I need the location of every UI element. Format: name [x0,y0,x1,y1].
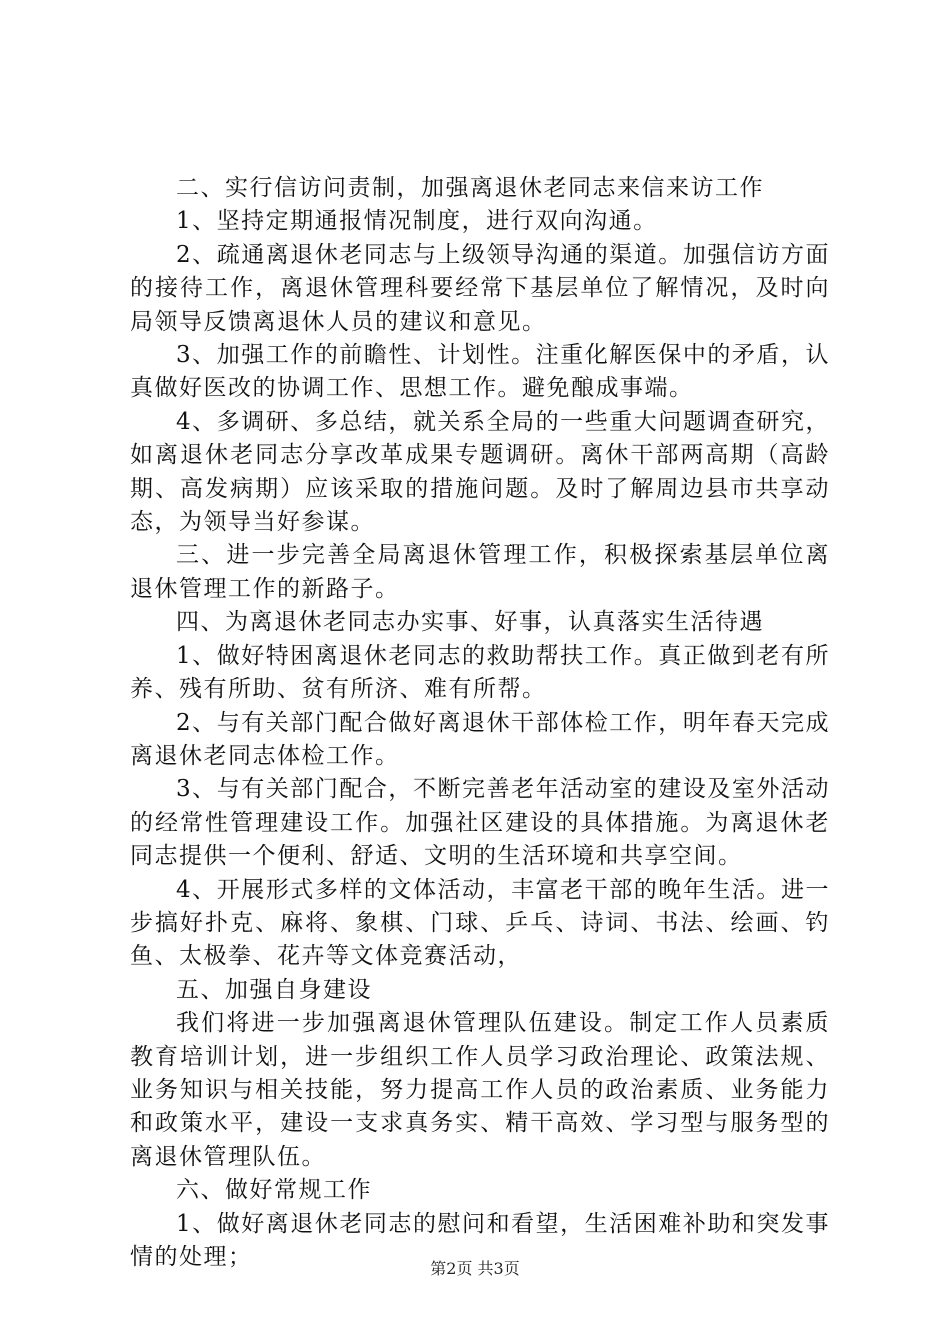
page-number-label: 第2页 共3页 [430,1259,520,1278]
paragraph-2-2: 2、疏通离退休老同志与上级领导沟通的渠道。加强信访方面的接待工作，离退休管理科要经常下基层单位了解情况，及时向局领导反馈离退休人员的建议和意见。 [130,241,830,335]
paragraph-4-2: 2、与有关部门配合做好离退休干部体检工作，明年春天完成离退休老同志体检工作。 [130,709,830,769]
paragraph-section-5-heading: 五、加强自身建设 [176,976,372,1003]
paragraph-section-6-heading: 六、做好常规工作 [176,1177,372,1204]
page-footer [0,1256,950,1279]
paragraph-4-3: 3、与有关部门配合，不断完善老年活动室的建设及室外活动的经常性管理建设工作。加强社区建设的具体措施。为离退休老同志提供一个便利、舒适、文明的生活环境和共享空间。 [130,776,830,870]
paragraph-section-4-heading: 四、为离退休老同志办实事、好事，认真落实生活待遇 [176,609,764,636]
paragraph-2-1: 1、坚持定期通报情况制度，进行双向沟通。 [176,208,658,235]
paragraph-section-2-heading: 二、实行信访问责制，加强离退休老同志来信来访工作 [176,175,764,201]
paragraph-section-3: 三、进一步完善全局离退休管理工作，积极探索基层单位离退休管理工作的新路子。 [130,542,830,602]
paragraph-2-3: 3、加强工作的前瞻性、计划性。注重化解医保中的矛盾，认真做好医改的协调工作、思想工作。避免酿成事端。 [130,342,830,402]
document-body [130,172,830,1274]
paragraph-2-4: 4、多调研、多总结，就关系全局的一些重大问题调查研究，如离退休老同志分享改革成果专题调研。离休干部两高期（高龄期、高发病期）应该采取的措施问题。及时了解周边县市共享动态，为领导当好参谋。 [130,408,830,536]
paragraph-5-body: 我们将进一步加强离退休管理队伍建设。制定工作人员素质教育培训计划，进一步组织工作人员学习政治理论、政策法规、业务知识与相关技能，努力提高工作人员的政治素质、业务能力和政策水平，建设一支求真务实、精干高效、学习型与服务型的离退休管理队伍。 [130,1010,830,1170]
paragraph-6-1: 1、做好离退休老同志的慰问和看望，生活困难补助和突发事情的处理； [130,1210,830,1270]
paragraph-4-4: 4、开展形式多样的文体活动，丰富老干部的晚年生活。进一步搞好扑克、麻将、象棋、门球、乒乓、诗词、书法、绘画、钓鱼、太极拳、花卉等文体竞赛活动， [130,876,830,970]
paragraph-4-1: 1、做好特困离退休老同志的救助帮扶工作。真正做到老有所养、残有所助、贫有所济、难有所帮。 [130,642,830,703]
